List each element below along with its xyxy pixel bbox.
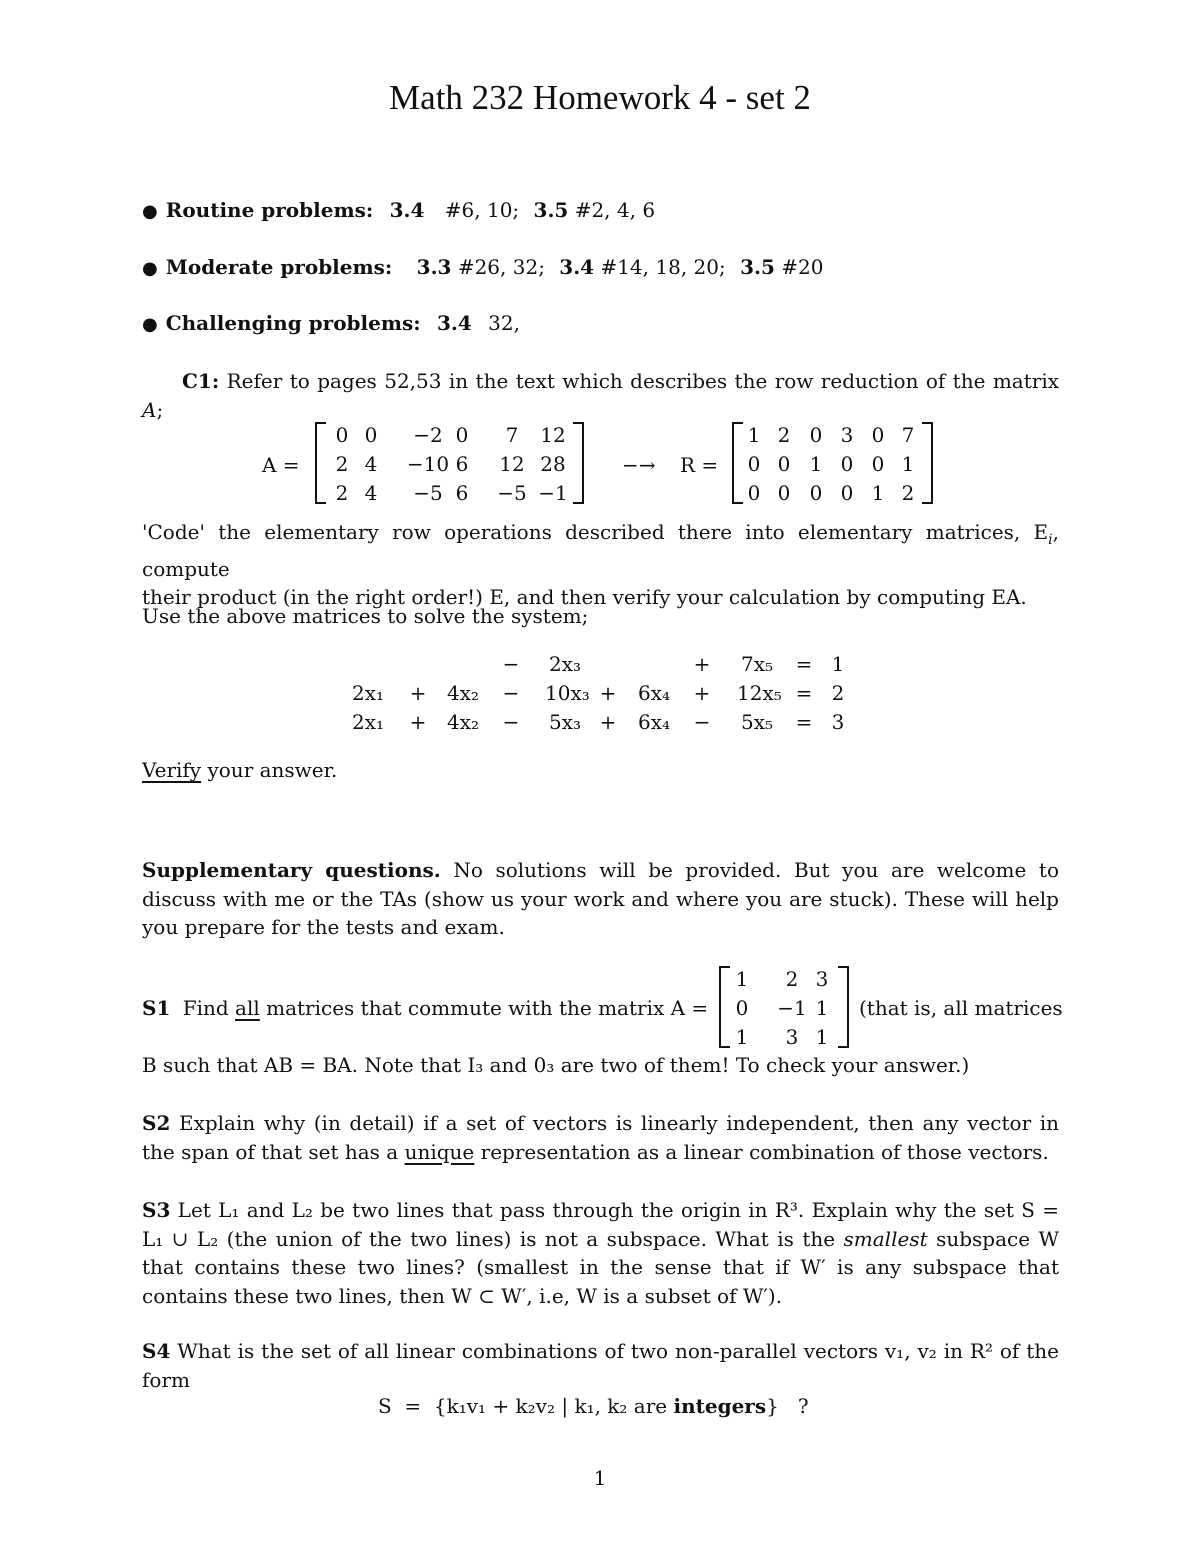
matrix-a-label: A = <box>262 453 300 477</box>
equation-term: + <box>693 652 711 676</box>
matrix-r-cell: 2 <box>901 481 915 505</box>
bullet-dot-icon: ● <box>142 314 158 335</box>
matrix-r-cell: 1 <box>871 481 885 505</box>
s1-text-c: (that is, all matrices <box>859 996 1063 1020</box>
matrix-r-cell: 0 <box>840 452 854 476</box>
matrix-r-cell: 1 <box>809 452 823 476</box>
matrix-a-cell: −10 <box>406 452 450 476</box>
equation-term: = <box>795 710 813 734</box>
s4-formula: S = {k₁v₁ + k₂v₂ | k₁, k₂ are integers} ? <box>378 1394 809 1418</box>
matrix-a-cell: 28 <box>540 452 566 476</box>
s1-matrix-cell: 1 <box>735 1025 749 1049</box>
s4-paragraph: S4 What is the set of all linear combinations of two non-parallel vectors v₁, v₂ in R² of the form <box>142 1339 1059 1392</box>
matrix-r-cell: 0 <box>871 423 885 447</box>
bullet-moderate: ● Moderate problems: 3.3 #26, 32; 3.4 #14, 18, 20; 3.5 #20 <box>142 255 824 279</box>
equation-term: 4x₂ <box>446 710 480 734</box>
matrix-a-cell: 7 <box>505 423 519 447</box>
equation-term: 2 <box>831 681 845 705</box>
s1-matrix-cell: 1 <box>815 1025 829 1049</box>
equation-term: + <box>693 681 711 705</box>
equation-term: + <box>409 710 427 734</box>
s1-matrix-cell: 2 <box>785 967 799 991</box>
matrix-r-cell: 0 <box>809 423 823 447</box>
s1-matrix-cell: 1 <box>815 996 829 1020</box>
matrix-a-cell: 6 <box>455 481 469 505</box>
matrix-r-cell: 0 <box>809 481 823 505</box>
c1-use-text: Use the above matrices to solve the system; <box>142 604 589 628</box>
supplementary-paragraph: Supplementary questions. No solutions will be provided. But you are welcome to discuss with me or the TAs (show us your work and where you are stuck). These will help you prepare for the tests and exam. <box>142 858 1059 939</box>
equation-term: 2x₃ <box>548 652 582 676</box>
bullet-routine: ● Routine problems: 3.4 #6, 10; 3.5 #2, 4, 6 <box>142 198 656 222</box>
matrix-r-cell: 0 <box>747 481 761 505</box>
matrix-r-cell: 7 <box>901 423 915 447</box>
equation-term: − <box>502 652 520 676</box>
equation-term: 5x₅ <box>740 710 774 734</box>
s1-matrix-cell: 0 <box>735 996 749 1020</box>
s1-matrix-cell: 3 <box>785 1025 799 1049</box>
equation-term: + <box>599 710 617 734</box>
matrix-a-cell: 0 <box>364 423 378 447</box>
equation-term: + <box>599 681 617 705</box>
matrix-r-cell: 3 <box>840 423 854 447</box>
c1-intro: C1: Refer to pages 52,53 in the text which describes the row reduction of the matrix A; <box>142 369 1060 422</box>
bullet-dot-icon: ● <box>142 258 158 279</box>
equation-term: 1 <box>831 652 845 676</box>
matrix-a-cell: 12 <box>499 452 525 476</box>
s1-matrix-cell: 1 <box>735 967 749 991</box>
equation-term: + <box>409 681 427 705</box>
matrix-a-cell: −5 <box>413 481 443 505</box>
page-number: 1 <box>593 1466 607 1490</box>
equation-term: 4x₂ <box>446 681 480 705</box>
matrix-r-cell: 2 <box>777 423 791 447</box>
matrix-a-cell: 2 <box>335 452 349 476</box>
equation-term: = <box>795 652 813 676</box>
equation-term: = <box>795 681 813 705</box>
matrix-a-cell: 12 <box>540 423 566 447</box>
matrix-r-cell: 1 <box>901 452 915 476</box>
c1-verify: Verify your answer. <box>142 758 338 782</box>
equation-term: 5x₃ <box>548 710 582 734</box>
matrix-r-cell: 0 <box>871 452 885 476</box>
equation-term: 10x₃ <box>545 681 590 705</box>
c1-code-paragraph: 'Code' the elementary row operations described there into elementary matrices, $E_i$, compute their product (in the right order!) E, and then verify your calculation by computing EA. <box>142 520 1059 609</box>
equation-term: 2x₁ <box>351 710 385 734</box>
matrix-r-cell: 0 <box>747 452 761 476</box>
matrix-a-cell: 0 <box>335 423 349 447</box>
matrix-r-cell: 0 <box>840 481 854 505</box>
equation-term: 2x₁ <box>351 681 385 705</box>
matrix-r-label: R = <box>680 453 719 477</box>
matrix-a-cell: 2 <box>335 481 349 505</box>
arrow: −→ <box>622 453 656 477</box>
matrix-a-cell: −1 <box>538 481 568 505</box>
s3-paragraph: S3 Let L₁ and L₂ be two lines that pass through the origin in R³. Explain why the set S = L₁ ∪ L₂ (the union of the two lines) is not a subspace. What is the smallest subspace W that contains these two lines? (smallest in the sense that if W′ is any subspace that contains these two lines, then W ⊂ W′, i.e, W is a subset of W′). <box>142 1198 1060 1308</box>
bullet-challenging: ● Challenging problems: 3.4 32, <box>142 311 520 335</box>
s1-text-d: B such that AB = BA. Note that I₃ and 0₃ are two of them! To check your answer.) <box>142 1053 970 1077</box>
matrix-a-cell: −2 <box>413 423 443 447</box>
equation-term: 6x₄ <box>637 710 671 734</box>
equation-term: 6x₄ <box>637 681 671 705</box>
matrix-a-cell: −5 <box>497 481 527 505</box>
matrix-a-cell: 6 <box>455 452 469 476</box>
s1-line: S1 Find all matrices that commute with the matrix A = <box>142 996 709 1020</box>
s1-matrix-cell: −1 <box>777 996 807 1020</box>
equation-term: 12x₅ <box>737 681 782 705</box>
page-title: Math 232 Homework 4 - set 2 <box>389 78 811 117</box>
equation-term: − <box>502 710 520 734</box>
matrix-a-cell: 4 <box>364 452 378 476</box>
bullet-dot-icon: ● <box>142 201 158 222</box>
s1-matrix-cell: 3 <box>815 967 829 991</box>
matrix-r-cell: 0 <box>777 481 791 505</box>
equation-term: 7x₅ <box>740 652 774 676</box>
matrix-r-cell: 1 <box>747 423 761 447</box>
equation-term: − <box>693 710 711 734</box>
matrix-a-cell: 4 <box>364 481 378 505</box>
matrix-r-cell: 0 <box>777 452 791 476</box>
equation-term: − <box>502 681 520 705</box>
matrix-a-cell: 0 <box>455 423 469 447</box>
s2-paragraph: S2 Explain why (in detail) if a set of vectors is linearly independent, then any vector in the span of that set has a unique representation as a linear combination of those vectors. <box>142 1111 1060 1164</box>
equation-term: 3 <box>831 710 845 734</box>
